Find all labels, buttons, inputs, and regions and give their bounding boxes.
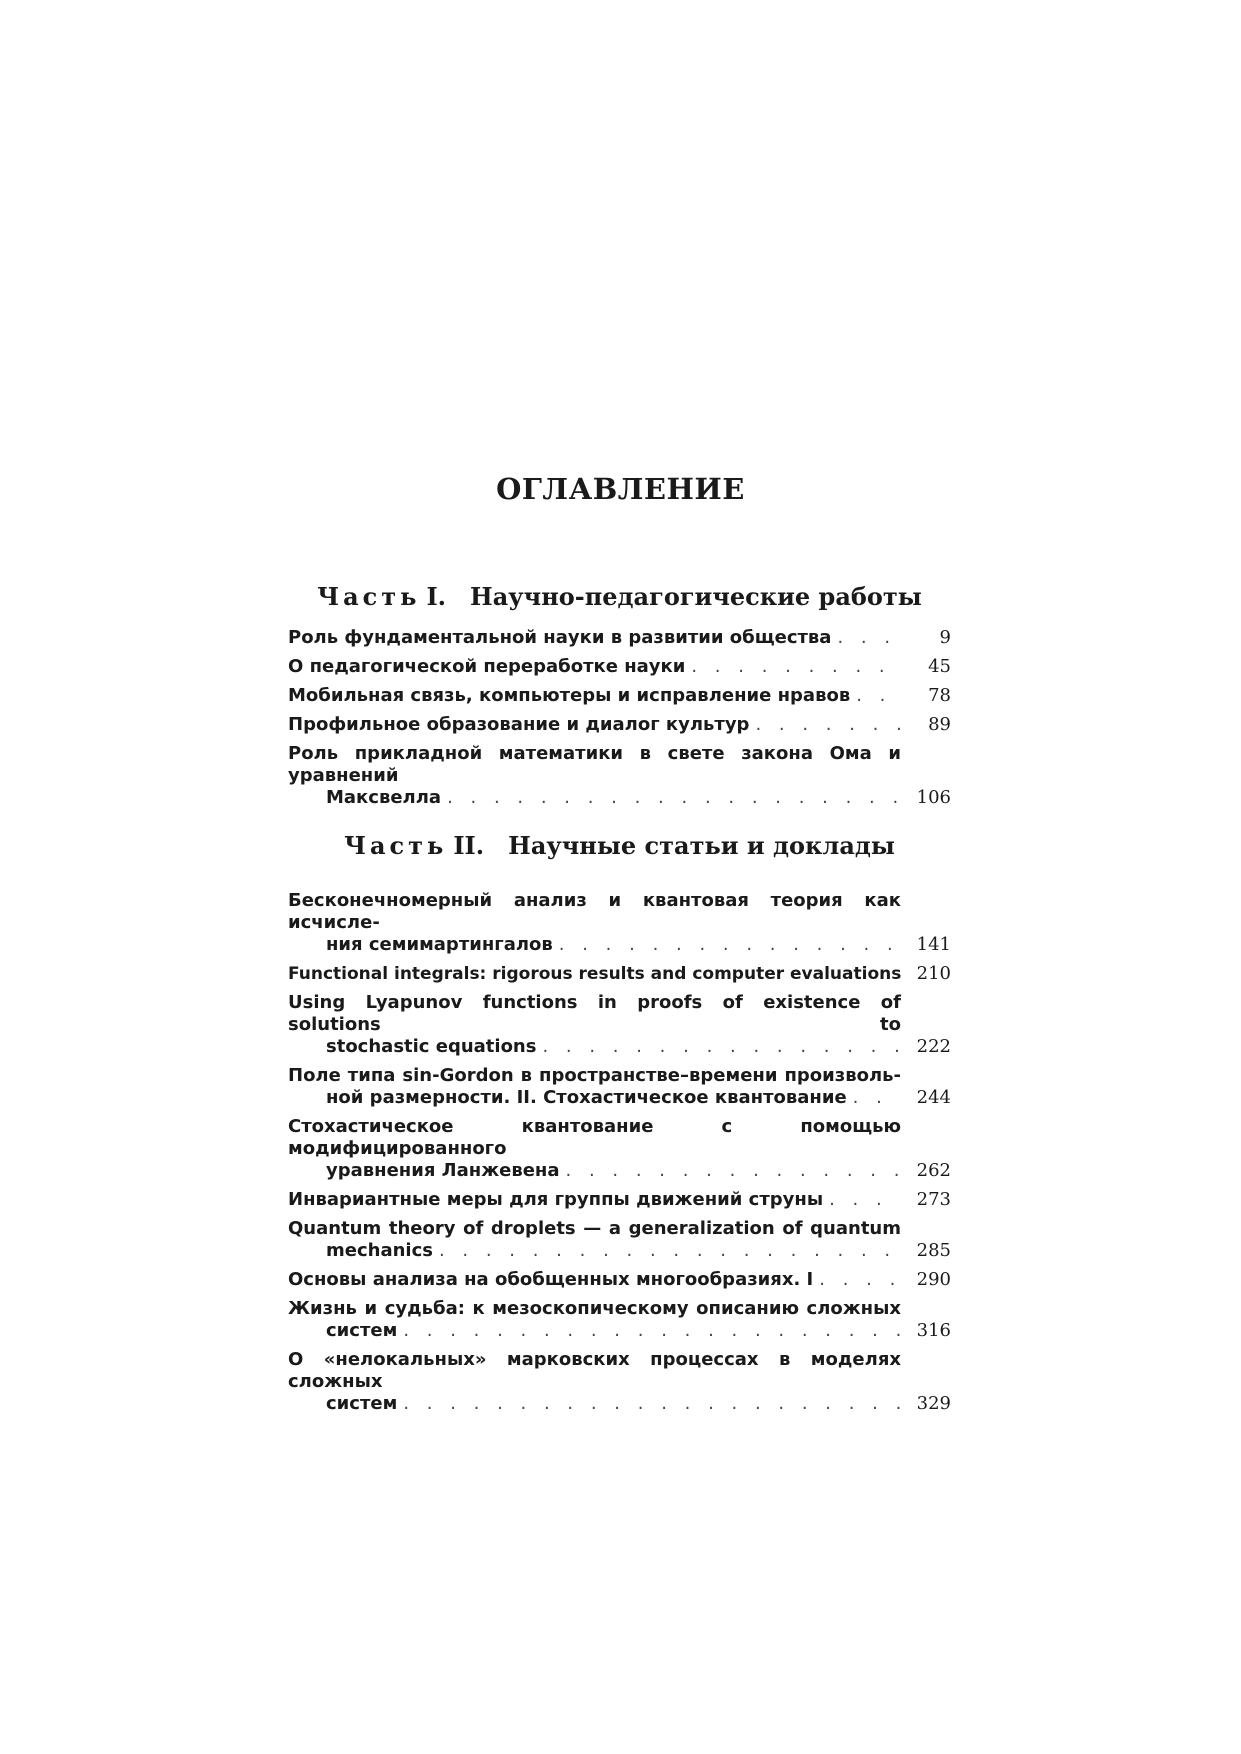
entry-title-line-1: О «нелокальных» марковских процессах в моделях сложных — [288, 1349, 901, 1392]
entry-title: Основы анализа на обобщенных многообразиях. I — [288, 1269, 814, 1290]
toc-entry[interactable] — [288, 627, 951, 649]
toc-entry[interactable] — [288, 1269, 951, 1291]
entry-title-line-2: mechanics — [326, 1240, 433, 1261]
dot-leader — [559, 934, 901, 956]
part-name: Научные статьи и доклады — [508, 831, 895, 860]
part-1-heading — [288, 582, 951, 611]
page-number: 222 — [916, 1036, 951, 1057]
entry-title-line-1: Жизнь и судьба: к мезоскопическому описанию сложных — [288, 1298, 901, 1319]
entry-title-line-2: ной размерности. II. Стохастическое квантование — [326, 1087, 847, 1108]
page-number: 9 — [939, 627, 951, 648]
entry-title-line-2: stochastic equations — [326, 1036, 537, 1057]
part-2-heading — [288, 831, 951, 860]
entry-title-line-1: Quantum theory of droplets — a generalization of quantum — [288, 1218, 901, 1239]
entry-title: Роль фундаментальной науки в развитии общества — [288, 627, 832, 648]
dot-leader — [566, 1160, 901, 1182]
entry-title: Инвариантные меры для группы движений струны — [288, 1189, 824, 1210]
entry-title-line-2: систем — [326, 1393, 398, 1414]
toc-entry[interactable] — [288, 1065, 951, 1109]
toc-entry[interactable] — [288, 1116, 951, 1182]
page-number: 106 — [916, 787, 951, 808]
part-label: Часть — [317, 582, 421, 611]
toc-entry[interactable] — [288, 656, 951, 678]
dot-leader — [755, 714, 901, 736]
entry-title-line-2: уравнения Ланжевена — [326, 1160, 560, 1181]
toc-entry[interactable] — [288, 1298, 951, 1342]
part-number: I. — [426, 582, 447, 611]
page-number: 262 — [916, 1160, 951, 1181]
part-label: Часть — [344, 831, 448, 860]
toc-entry[interactable] — [288, 685, 951, 707]
dot-leader — [542, 1036, 901, 1058]
toc-part-2 — [288, 890, 951, 1422]
entry-title-line-1: Поле типа sin-Gordon в пространстве–времени произволь- — [288, 1065, 901, 1086]
toc-entry[interactable] — [288, 1349, 951, 1415]
toc-entry[interactable] — [288, 1189, 951, 1211]
dot-leader — [829, 1189, 901, 1211]
page-title: ОГЛАВЛЕНИЕ — [496, 472, 745, 506]
toc-entry[interactable] — [288, 992, 951, 1058]
page-number: 141 — [916, 934, 951, 955]
entry-title: Профильное образование и диалог культур — [288, 714, 750, 735]
entry-title-line-1: Роль прикладной математики в свете закона Ома и уравнений — [288, 743, 901, 786]
page-number: 329 — [916, 1393, 951, 1414]
dot-leader — [837, 627, 901, 649]
dot-leader — [856, 685, 901, 707]
page-number: 285 — [916, 1240, 951, 1261]
page-number: 244 — [916, 1087, 951, 1108]
toc-entry[interactable] — [288, 743, 951, 809]
toc-part-1 — [288, 627, 951, 816]
toc-entry[interactable] — [288, 890, 951, 956]
entry-title: Functional integrals: rigorous results and computer evaluations — [288, 964, 902, 984]
dot-leader — [447, 787, 901, 809]
entry-title-line-2: Максвелла — [326, 787, 442, 808]
page-number: 210 — [916, 963, 951, 984]
dot-leader — [691, 656, 901, 678]
toc-entry[interactable] — [288, 963, 951, 985]
entry-title: О педагогической переработке науки — [288, 656, 686, 677]
entry-title-line-1: Стохастическое квантование с помощью модифицированного — [288, 1116, 901, 1159]
dot-leader — [403, 1393, 901, 1415]
page-number: 316 — [916, 1320, 951, 1341]
toc-entry[interactable] — [288, 1218, 951, 1262]
page-number: 290 — [916, 1269, 951, 1290]
page-number: 89 — [928, 714, 951, 735]
dot-leader — [853, 1087, 901, 1109]
toc-entry[interactable] — [288, 714, 951, 736]
page-number: 273 — [916, 1189, 951, 1210]
dot-leader — [439, 1240, 901, 1262]
part-number: II. — [453, 831, 485, 860]
entry-title-line-2: систем — [326, 1320, 398, 1341]
page-number: 78 — [928, 685, 951, 706]
dot-leader — [403, 1320, 901, 1342]
part-name: Научно-педагогические работы — [470, 582, 922, 611]
entry-title-line-1: Бесконечномерный анализ и квантовая теория как исчисле- — [288, 890, 901, 933]
dot-leader — [819, 1269, 901, 1291]
entry-title-line-2: ния семимартингалов — [326, 934, 553, 955]
entry-title: Мобильная связь, компьютеры и исправление нравов — [288, 685, 851, 706]
page-number: 45 — [928, 656, 951, 677]
entry-title-line-1: Using Lyapunov functions in proofs of existence of solutions to — [288, 992, 901, 1035]
